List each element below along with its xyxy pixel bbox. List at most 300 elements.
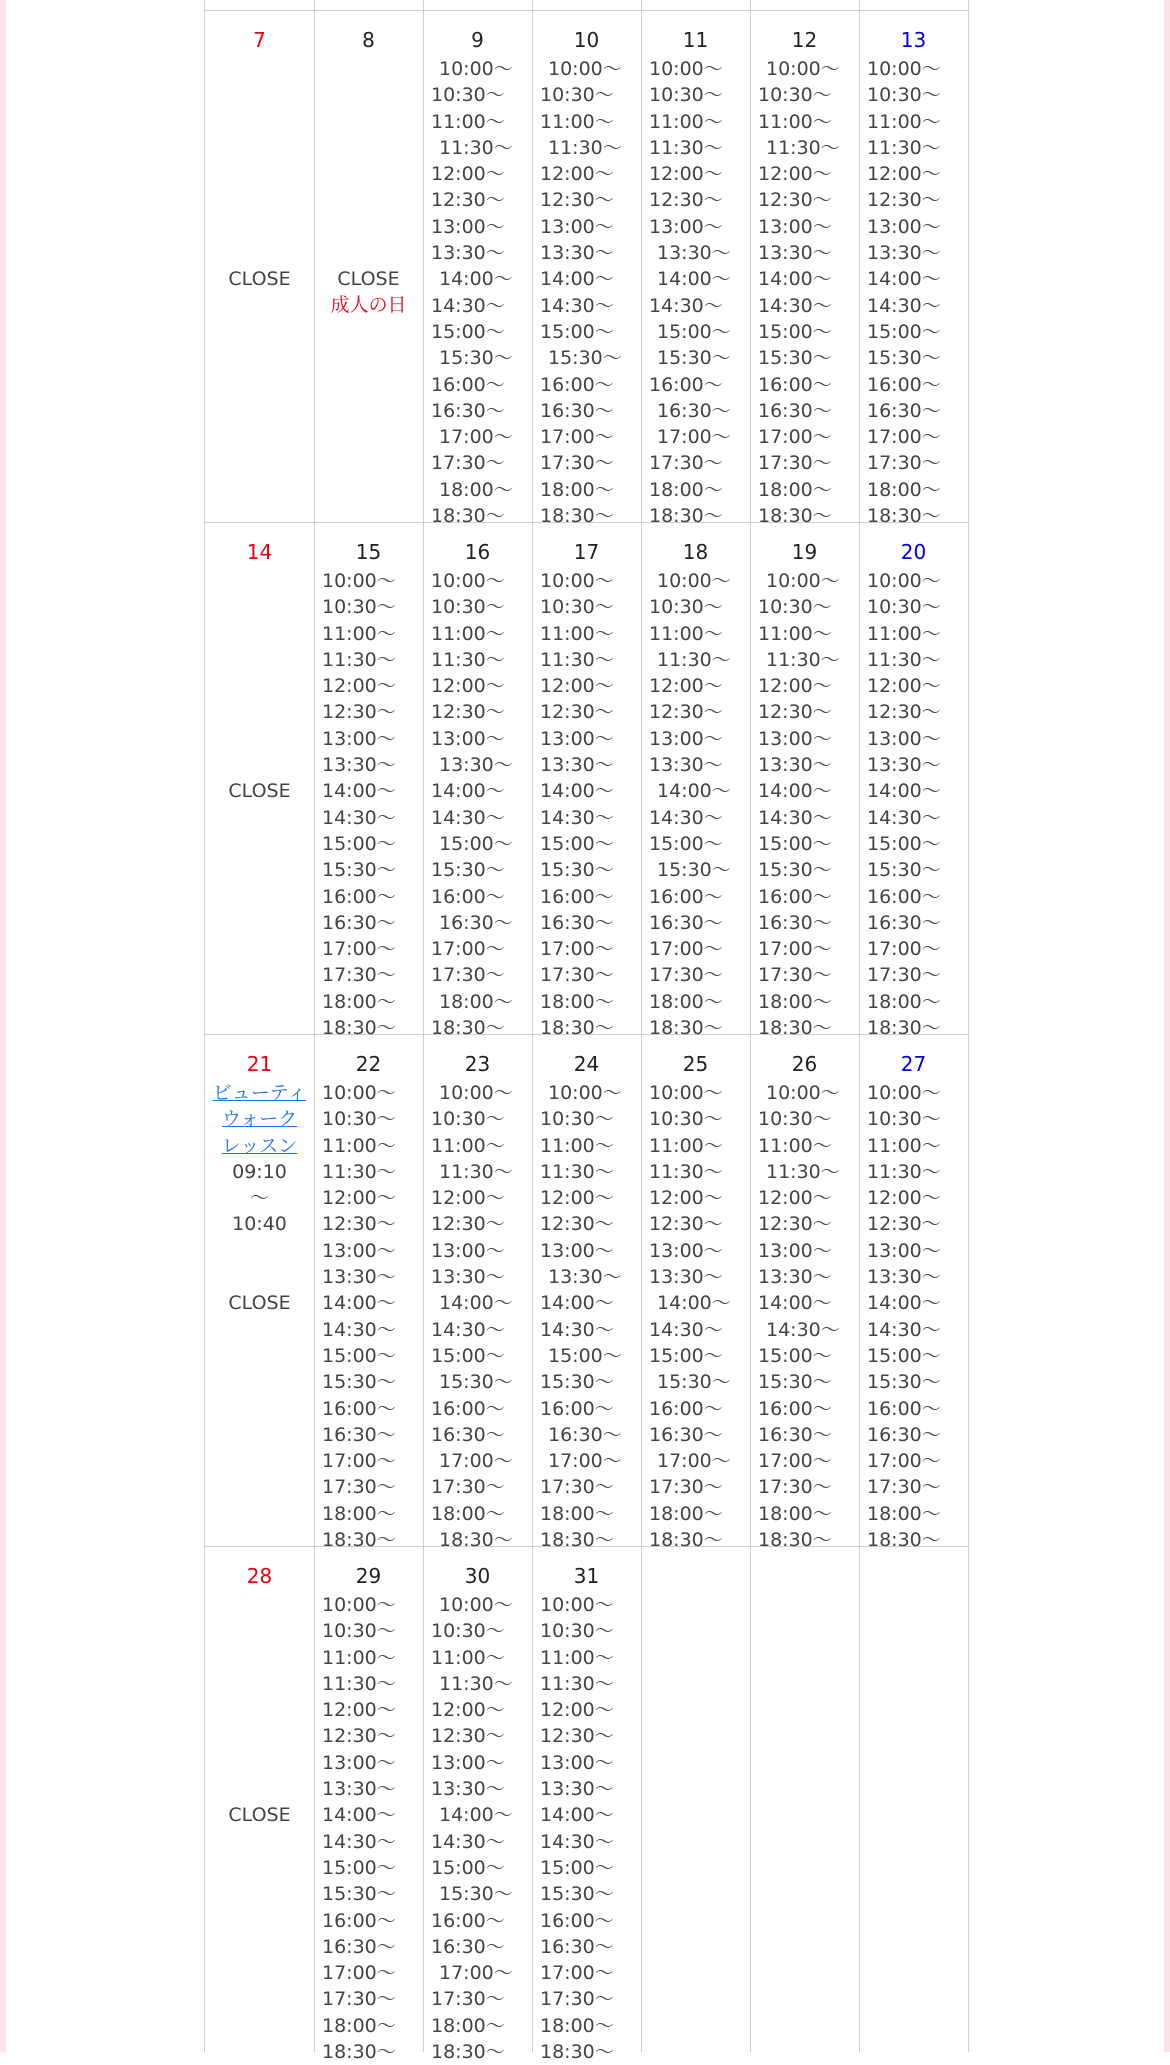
time-slot[interactable]: 12:30〜 — [322, 1213, 396, 1236]
time-slot[interactable]: 18:30〜 — [322, 2041, 396, 2064]
time-slot[interactable]: 13:30〜 — [657, 242, 731, 265]
time-slot[interactable]: 10:30〜 — [867, 84, 941, 107]
time-slot[interactable]: 18:00〜 — [540, 990, 614, 1013]
time-slot[interactable]: 12:30〜 — [431, 189, 505, 212]
time-slot[interactable]: 15:00〜 — [867, 832, 941, 855]
time-slot[interactable]: 17:00〜 — [439, 1450, 513, 1473]
time-slot[interactable]: 12:30〜 — [649, 1213, 723, 1236]
time-slot[interactable]: 18:00〜 — [540, 1502, 614, 1525]
time-slot[interactable]: 14:30〜 — [540, 294, 614, 317]
time-slot[interactable]: 11:00〜 — [758, 110, 832, 133]
time-slot[interactable]: 11:30〜 — [867, 648, 941, 671]
time-slot[interactable]: 17:00〜 — [439, 1962, 513, 1985]
time-slot[interactable]: 18:30〜 — [867, 1529, 941, 1552]
time-slot[interactable]: 17:00〜 — [540, 1962, 614, 1985]
time-slot[interactable]: 15:00〜 — [540, 832, 614, 855]
time-slot[interactable]: 14:00〜 — [439, 1292, 513, 1315]
time-slot[interactable]: 17:30〜 — [431, 1988, 505, 2011]
time-slot[interactable]: 13:30〜 — [548, 1266, 622, 1289]
time-slot[interactable]: 13:30〜 — [322, 1778, 396, 1801]
time-slot[interactable]: 10:00〜 — [548, 58, 622, 80]
time-slot[interactable]: 12:30〜 — [322, 1725, 396, 1748]
time-slot[interactable]: 15:30〜 — [758, 859, 832, 882]
time-slot[interactable]: 11:30〜 — [540, 1672, 614, 1695]
time-slot[interactable]: 17:00〜 — [322, 938, 396, 961]
time-slot[interactable]: 14:00〜 — [431, 780, 505, 803]
time-slot[interactable]: 17:00〜 — [758, 1450, 832, 1473]
time-slot[interactable]: 10:30〜 — [649, 1108, 723, 1131]
time-slot[interactable]: 13:00〜 — [867, 1239, 941, 1262]
time-slot[interactable]: 12:00〜 — [649, 163, 723, 186]
time-slot[interactable]: 10:30〜 — [322, 596, 396, 619]
time-slot[interactable]: 10:00〜 — [766, 1082, 840, 1104]
time-slot[interactable]: 12:00〜 — [758, 163, 832, 186]
time-slot[interactable]: 10:00〜 — [322, 1594, 396, 1616]
time-slot[interactable]: 12:00〜 — [758, 1187, 832, 1210]
time-slot[interactable]: 10:30〜 — [867, 596, 941, 619]
time-slot[interactable]: 11:00〜 — [758, 1134, 832, 1157]
time-slot[interactable]: 17:00〜 — [657, 1450, 731, 1473]
time-slot[interactable]: 15:30〜 — [322, 1371, 396, 1394]
time-slot[interactable]: 18:00〜 — [649, 478, 723, 501]
time-slot[interactable]: 18:00〜 — [431, 1502, 505, 1525]
time-slot[interactable]: 13:30〜 — [322, 1266, 396, 1289]
time-slot[interactable]: 16:30〜 — [540, 911, 614, 934]
time-slot[interactable]: 17:30〜 — [649, 964, 723, 987]
time-slot[interactable]: 13:30〜 — [431, 1778, 505, 1801]
time-slot[interactable]: 17:30〜 — [322, 1476, 396, 1499]
time-slot[interactable]: 15:00〜 — [322, 1344, 396, 1367]
time-slot[interactable]: 17:00〜 — [867, 938, 941, 961]
time-slot[interactable]: 18:30〜 — [431, 505, 505, 528]
time-slot[interactable]: 16:00〜 — [431, 885, 505, 908]
time-slot[interactable]: 18:00〜 — [867, 990, 941, 1013]
time-slot[interactable]: 15:30〜 — [548, 347, 622, 370]
time-slot[interactable]: 15:30〜 — [758, 347, 832, 370]
time-slot[interactable]: 17:30〜 — [758, 964, 832, 987]
time-slot[interactable]: 14:00〜 — [540, 1804, 614, 1827]
time-slot[interactable]: 16:00〜 — [867, 885, 941, 908]
time-slot[interactable]: 14:00〜 — [540, 1292, 614, 1315]
time-slot[interactable]: 10:00〜 — [439, 1594, 513, 1616]
time-slot[interactable]: 11:00〜 — [431, 1134, 505, 1157]
time-slot[interactable]: 14:30〜 — [322, 806, 396, 829]
time-slot[interactable]: 12:30〜 — [758, 189, 832, 212]
time-slot[interactable]: 15:00〜 — [322, 832, 396, 855]
time-slot[interactable]: 13:00〜 — [758, 215, 832, 238]
time-slot[interactable]: 15:00〜 — [439, 832, 513, 855]
time-slot[interactable]: 17:30〜 — [431, 1476, 505, 1499]
time-slot[interactable]: 10:30〜 — [431, 84, 505, 107]
time-slot[interactable]: 15:00〜 — [758, 832, 832, 855]
time-slot[interactable]: 18:30〜 — [649, 1017, 723, 1040]
time-slot[interactable]: 15:30〜 — [657, 347, 731, 370]
time-slot[interactable]: 17:00〜 — [649, 938, 723, 961]
time-slot[interactable]: 11:00〜 — [431, 622, 505, 645]
time-slot[interactable]: 18:30〜 — [431, 2041, 505, 2064]
time-slot[interactable]: 15:30〜 — [540, 859, 614, 882]
time-slot[interactable]: 13:30〜 — [540, 242, 614, 265]
time-slot[interactable]: 18:00〜 — [649, 990, 723, 1013]
time-slot[interactable]: 13:00〜 — [758, 727, 832, 750]
time-slot[interactable]: 13:00〜 — [649, 727, 723, 750]
time-slot[interactable]: 18:00〜 — [758, 1502, 832, 1525]
time-slot[interactable]: 11:00〜 — [322, 1134, 396, 1157]
time-slot[interactable]: 13:30〜 — [649, 1266, 723, 1289]
time-slot[interactable]: 13:30〜 — [649, 754, 723, 777]
time-slot[interactable]: 16:30〜 — [649, 1423, 723, 1446]
time-slot[interactable]: 10:00〜 — [431, 570, 505, 592]
time-slot[interactable]: 17:30〜 — [867, 1476, 941, 1499]
time-slot[interactable]: 15:30〜 — [540, 1883, 614, 1906]
time-slot[interactable]: 11:30〜 — [657, 648, 731, 671]
time-slot[interactable]: 11:00〜 — [649, 1134, 723, 1157]
time-slot[interactable]: 15:00〜 — [657, 320, 731, 343]
time-slot[interactable]: 18:30〜 — [649, 505, 723, 528]
time-slot[interactable]: 15:00〜 — [758, 320, 832, 343]
time-slot[interactable]: 15:30〜 — [867, 859, 941, 882]
time-slot[interactable]: 12:30〜 — [649, 189, 723, 212]
time-slot[interactable]: 16:00〜 — [758, 1397, 832, 1420]
time-slot[interactable]: 18:30〜 — [439, 1529, 513, 1552]
time-slot[interactable]: 13:00〜 — [431, 1751, 505, 1774]
time-slot[interactable]: 14:30〜 — [649, 1318, 723, 1341]
time-slot[interactable]: 17:00〜 — [322, 1450, 396, 1473]
time-slot[interactable]: 12:00〜 — [540, 675, 614, 698]
time-slot[interactable]: 13:00〜 — [649, 1239, 723, 1262]
time-slot[interactable]: 16:00〜 — [540, 1909, 614, 1932]
time-slot[interactable]: 16:00〜 — [867, 1397, 941, 1420]
time-slot[interactable]: 11:00〜 — [540, 1646, 614, 1669]
time-slot[interactable]: 10:00〜 — [439, 58, 513, 80]
time-slot[interactable]: 18:30〜 — [431, 1017, 505, 1040]
time-slot[interactable]: 13:00〜 — [758, 1239, 832, 1262]
time-slot[interactable]: 15:00〜 — [540, 320, 614, 343]
time-slot[interactable]: 14:30〜 — [322, 1830, 396, 1853]
time-slot[interactable]: 15:30〜 — [322, 1883, 396, 1906]
time-slot[interactable]: 13:00〜 — [867, 215, 941, 238]
time-slot[interactable]: 10:30〜 — [758, 596, 832, 619]
time-slot[interactable]: 12:30〜 — [867, 701, 941, 724]
time-slot[interactable]: 11:00〜 — [540, 622, 614, 645]
time-slot[interactable]: 18:00〜 — [322, 2014, 396, 2037]
time-slot[interactable]: 18:00〜 — [439, 478, 513, 501]
time-slot[interactable]: 14:00〜 — [657, 268, 731, 291]
time-slot[interactable]: 10:30〜 — [649, 596, 723, 619]
time-slot[interactable]: 12:00〜 — [758, 675, 832, 698]
time-slot[interactable]: 16:30〜 — [322, 911, 396, 934]
time-slot[interactable]: 11:30〜 — [431, 648, 505, 671]
time-slot[interactable]: 14:30〜 — [649, 294, 723, 317]
time-slot[interactable]: 16:30〜 — [439, 911, 513, 934]
time-slot[interactable]: 14:00〜 — [322, 1292, 396, 1315]
time-slot[interactable]: 17:00〜 — [758, 426, 832, 449]
time-slot[interactable]: 10:00〜 — [322, 1082, 396, 1104]
time-slot[interactable]: 16:30〜 — [657, 399, 731, 422]
time-slot[interactable]: 12:00〜 — [322, 1187, 396, 1210]
time-slot[interactable]: 11:00〜 — [431, 110, 505, 133]
time-slot[interactable]: 16:00〜 — [431, 1397, 505, 1420]
time-slot[interactable]: 17:00〜 — [322, 1962, 396, 1985]
time-slot[interactable]: 12:00〜 — [540, 1699, 614, 1722]
time-slot[interactable]: 11:30〜 — [649, 1160, 723, 1183]
time-slot[interactable]: 16:30〜 — [431, 1423, 505, 1446]
time-slot[interactable]: 17:00〜 — [439, 426, 513, 449]
time-slot[interactable]: 15:00〜 — [649, 1344, 723, 1367]
time-slot[interactable]: 18:00〜 — [540, 2014, 614, 2037]
time-slot[interactable]: 12:30〜 — [758, 701, 832, 724]
time-slot[interactable]: 15:30〜 — [867, 1371, 941, 1394]
time-slot[interactable]: 18:30〜 — [322, 1529, 396, 1552]
time-slot[interactable]: 13:00〜 — [540, 1239, 614, 1262]
time-slot[interactable]: 18:30〜 — [867, 1017, 941, 1040]
time-slot[interactable]: 10:30〜 — [867, 1108, 941, 1131]
time-slot[interactable]: 11:00〜 — [867, 110, 941, 133]
time-slot[interactable]: 15:00〜 — [758, 1344, 832, 1367]
time-slot[interactable]: 13:00〜 — [540, 727, 614, 750]
time-slot[interactable]: 18:30〜 — [758, 505, 832, 528]
time-slot[interactable]: 16:30〜 — [540, 1935, 614, 1958]
time-slot[interactable]: 17:00〜 — [431, 938, 505, 961]
time-slot[interactable]: 14:00〜 — [540, 268, 614, 291]
time-slot[interactable]: 14:00〜 — [540, 780, 614, 803]
time-slot[interactable]: 11:30〜 — [649, 136, 723, 159]
time-slot[interactable]: 18:00〜 — [867, 478, 941, 501]
time-slot[interactable]: 16:00〜 — [322, 1909, 396, 1932]
time-slot[interactable]: 14:00〜 — [758, 1292, 832, 1315]
time-slot[interactable]: 14:30〜 — [431, 1318, 505, 1341]
time-slot[interactable]: 13:30〜 — [540, 754, 614, 777]
time-slot[interactable]: 11:00〜 — [322, 1646, 396, 1669]
time-slot[interactable]: 12:00〜 — [649, 1187, 723, 1210]
time-slot[interactable]: 13:00〜 — [322, 1239, 396, 1262]
time-slot[interactable]: 13:30〜 — [758, 242, 832, 265]
time-slot[interactable]: 11:00〜 — [867, 622, 941, 645]
time-slot[interactable]: 15:00〜 — [322, 1856, 396, 1879]
time-slot[interactable]: 18:30〜 — [322, 1017, 396, 1040]
time-slot[interactable]: 15:30〜 — [540, 1371, 614, 1394]
time-slot[interactable]: 16:30〜 — [758, 1423, 832, 1446]
time-slot[interactable]: 14:30〜 — [431, 1830, 505, 1853]
time-slot[interactable]: 11:00〜 — [649, 110, 723, 133]
time-slot[interactable]: 17:00〜 — [657, 426, 731, 449]
time-slot[interactable]: 11:30〜 — [439, 1160, 513, 1183]
time-slot[interactable]: 14:00〜 — [758, 780, 832, 803]
time-slot[interactable]: 11:30〜 — [540, 1160, 614, 1183]
time-slot[interactable]: 11:30〜 — [439, 136, 513, 159]
time-slot[interactable]: 15:30〜 — [322, 859, 396, 882]
time-slot[interactable]: 18:30〜 — [758, 1529, 832, 1552]
time-slot[interactable]: 12:30〜 — [431, 1725, 505, 1748]
time-slot[interactable]: 14:00〜 — [439, 268, 513, 291]
time-slot[interactable]: 12:30〜 — [431, 701, 505, 724]
time-slot[interactable]: 12:30〜 — [540, 701, 614, 724]
time-slot[interactable]: 11:00〜 — [322, 622, 396, 645]
time-slot[interactable]: 15:00〜 — [548, 1344, 622, 1367]
time-slot[interactable]: 16:30〜 — [431, 1935, 505, 1958]
time-slot[interactable]: 14:00〜 — [657, 780, 731, 803]
time-slot[interactable]: 12:00〜 — [322, 675, 396, 698]
time-slot[interactable]: 13:00〜 — [431, 1239, 505, 1262]
time-slot[interactable]: 17:30〜 — [540, 1476, 614, 1499]
time-slot[interactable]: 15:00〜 — [540, 1856, 614, 1879]
time-slot[interactable]: 13:30〜 — [431, 1266, 505, 1289]
time-slot[interactable]: 12:30〜 — [867, 1213, 941, 1236]
time-slot[interactable]: 14:00〜 — [758, 268, 832, 291]
time-slot[interactable]: 14:30〜 — [758, 294, 832, 317]
time-slot[interactable]: 11:30〜 — [322, 1160, 396, 1183]
time-slot[interactable]: 10:00〜 — [322, 570, 396, 592]
time-slot[interactable]: 16:00〜 — [540, 1397, 614, 1420]
time-slot[interactable]: 13:30〜 — [867, 1266, 941, 1289]
time-slot[interactable]: 18:00〜 — [540, 478, 614, 501]
time-slot[interactable]: 17:00〜 — [540, 426, 614, 449]
time-slot[interactable]: 12:30〜 — [322, 701, 396, 724]
time-slot[interactable]: 16:30〜 — [867, 399, 941, 422]
time-slot[interactable]: 12:30〜 — [867, 189, 941, 212]
time-slot[interactable]: 15:00〜 — [431, 1344, 505, 1367]
time-slot[interactable]: 17:30〜 — [867, 452, 941, 475]
time-slot[interactable]: 10:00〜 — [540, 570, 614, 592]
time-slot[interactable]: 17:30〜 — [867, 964, 941, 987]
time-slot[interactable]: 17:00〜 — [758, 938, 832, 961]
time-slot[interactable]: 16:30〜 — [431, 399, 505, 422]
time-slot[interactable]: 14:00〜 — [657, 1292, 731, 1315]
time-slot[interactable]: 17:30〜 — [431, 964, 505, 987]
time-slot[interactable]: 14:00〜 — [322, 1804, 396, 1827]
time-slot[interactable]: 17:00〜 — [867, 1450, 941, 1473]
time-slot[interactable]: 12:00〜 — [649, 675, 723, 698]
time-slot[interactable]: 11:30〜 — [867, 136, 941, 159]
time-slot[interactable]: 16:00〜 — [758, 373, 832, 396]
time-slot[interactable]: 16:00〜 — [758, 885, 832, 908]
time-slot[interactable]: 10:00〜 — [649, 1082, 723, 1104]
time-slot[interactable]: 17:00〜 — [867, 426, 941, 449]
time-slot[interactable]: 14:30〜 — [649, 806, 723, 829]
time-slot[interactable]: 11:30〜 — [322, 648, 396, 671]
time-slot[interactable]: 12:30〜 — [540, 1213, 614, 1236]
time-slot[interactable]: 18:30〜 — [867, 505, 941, 528]
time-slot[interactable]: 14:30〜 — [766, 1318, 840, 1341]
time-slot[interactable]: 13:30〜 — [439, 754, 513, 777]
time-slot[interactable]: 11:00〜 — [867, 1134, 941, 1157]
time-slot[interactable]: 11:30〜 — [766, 1160, 840, 1183]
time-slot[interactable]: 13:30〜 — [322, 754, 396, 777]
time-slot[interactable]: 14:30〜 — [431, 294, 505, 317]
time-slot[interactable]: 18:00〜 — [867, 1502, 941, 1525]
time-slot[interactable]: 10:00〜 — [540, 1594, 614, 1616]
time-slot[interactable]: 11:30〜 — [322, 1672, 396, 1695]
time-slot[interactable]: 17:30〜 — [540, 452, 614, 475]
time-slot[interactable]: 16:30〜 — [649, 911, 723, 934]
time-slot[interactable]: 14:30〜 — [867, 1318, 941, 1341]
time-slot[interactable]: 18:00〜 — [758, 478, 832, 501]
time-slot[interactable]: 10:30〜 — [649, 84, 723, 107]
time-slot[interactable]: 15:30〜 — [758, 1371, 832, 1394]
lesson-link[interactable]: ビューティ — [212, 1082, 307, 1104]
time-slot[interactable]: 10:00〜 — [649, 58, 723, 80]
time-slot[interactable]: 10:30〜 — [322, 1108, 396, 1131]
time-slot[interactable]: 14:30〜 — [758, 806, 832, 829]
time-slot[interactable]: 13:00〜 — [540, 1751, 614, 1774]
time-slot[interactable]: 17:00〜 — [548, 1450, 622, 1473]
time-slot[interactable]: 10:30〜 — [431, 1620, 505, 1643]
time-slot[interactable]: 13:30〜 — [758, 754, 832, 777]
time-slot[interactable]: 16:30〜 — [540, 399, 614, 422]
lesson-link[interactable]: レッスン — [221, 1134, 298, 1157]
time-slot[interactable]: 18:00〜 — [322, 1502, 396, 1525]
time-slot[interactable]: 18:00〜 — [758, 990, 832, 1013]
time-slot[interactable]: 10:00〜 — [867, 58, 941, 80]
time-slot[interactable]: 16:00〜 — [322, 1397, 396, 1420]
time-slot[interactable]: 18:30〜 — [540, 505, 614, 528]
time-slot[interactable]: 17:30〜 — [758, 452, 832, 475]
time-slot[interactable]: 11:30〜 — [867, 1160, 941, 1183]
time-slot[interactable]: 13:00〜 — [867, 727, 941, 750]
time-slot[interactable]: 18:30〜 — [758, 1017, 832, 1040]
time-slot[interactable]: 16:30〜 — [867, 1423, 941, 1446]
time-slot[interactable]: 14:00〜 — [439, 1804, 513, 1827]
time-slot[interactable]: 14:00〜 — [867, 1292, 941, 1315]
time-slot[interactable]: 10:30〜 — [431, 596, 505, 619]
time-slot[interactable]: 13:00〜 — [649, 215, 723, 238]
time-slot[interactable]: 12:00〜 — [867, 1187, 941, 1210]
time-slot[interactable]: 11:00〜 — [758, 622, 832, 645]
time-slot[interactable]: 13:00〜 — [431, 727, 505, 750]
time-slot[interactable]: 17:30〜 — [322, 1988, 396, 2011]
time-slot[interactable]: 12:00〜 — [540, 1187, 614, 1210]
time-slot[interactable]: 15:30〜 — [439, 1371, 513, 1394]
time-slot[interactable]: 11:30〜 — [766, 136, 840, 159]
time-slot[interactable]: 13:30〜 — [540, 1778, 614, 1801]
time-slot[interactable]: 14:30〜 — [867, 294, 941, 317]
time-slot[interactable]: 16:00〜 — [322, 885, 396, 908]
time-slot[interactable]: 15:00〜 — [431, 1856, 505, 1879]
time-slot[interactable]: 16:00〜 — [867, 373, 941, 396]
time-slot[interactable]: 13:30〜 — [867, 242, 941, 265]
time-slot[interactable]: 15:00〜 — [867, 1344, 941, 1367]
time-slot[interactable]: 14:30〜 — [540, 1830, 614, 1853]
time-slot[interactable]: 16:00〜 — [431, 373, 505, 396]
time-slot[interactable]: 10:00〜 — [548, 1082, 622, 1104]
time-slot[interactable]: 16:30〜 — [758, 911, 832, 934]
time-slot[interactable]: 11:30〜 — [439, 1672, 513, 1695]
time-slot[interactable]: 17:30〜 — [649, 452, 723, 475]
time-slot[interactable]: 18:00〜 — [322, 990, 396, 1013]
time-slot[interactable]: 15:00〜 — [649, 832, 723, 855]
time-slot[interactable]: 14:30〜 — [540, 1318, 614, 1341]
time-slot[interactable]: 16:00〜 — [540, 373, 614, 396]
time-slot[interactable]: 12:00〜 — [431, 163, 505, 186]
time-slot[interactable]: 18:30〜 — [540, 1529, 614, 1552]
time-slot[interactable]: 15:30〜 — [431, 859, 505, 882]
time-slot[interactable]: 14:00〜 — [322, 780, 396, 803]
time-slot[interactable]: 10:30〜 — [322, 1620, 396, 1643]
time-slot[interactable]: 15:30〜 — [439, 347, 513, 370]
time-slot[interactable]: 15:00〜 — [431, 320, 505, 343]
time-slot[interactable]: 14:00〜 — [867, 268, 941, 291]
time-slot[interactable]: 12:00〜 — [431, 675, 505, 698]
time-slot[interactable]: 11:30〜 — [540, 648, 614, 671]
time-slot[interactable]: 10:00〜 — [439, 1082, 513, 1104]
time-slot[interactable]: 13:30〜 — [867, 754, 941, 777]
time-slot[interactable]: 14:00〜 — [867, 780, 941, 803]
time-slot[interactable]: 16:00〜 — [431, 1909, 505, 1932]
time-slot[interactable]: 12:00〜 — [540, 163, 614, 186]
time-slot[interactable]: 13:00〜 — [322, 1751, 396, 1774]
time-slot[interactable]: 16:30〜 — [867, 911, 941, 934]
time-slot[interactable]: 10:30〜 — [540, 1620, 614, 1643]
